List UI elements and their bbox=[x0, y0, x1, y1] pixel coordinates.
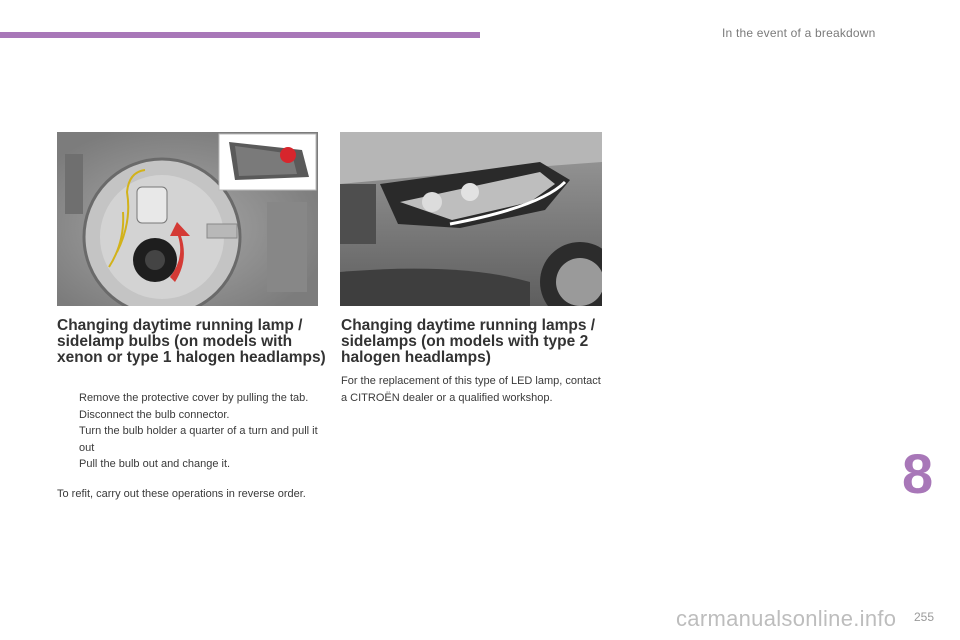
step-text: Turn the bulb holder a quarter of a turn and pull it out bbox=[79, 425, 318, 454]
list-item bbox=[57, 390, 321, 407]
left-section-heading: Changing daytime running lamp / sidelamp bulbs (on models with xenon or type 1 halogen headlamps) bbox=[57, 317, 326, 366]
right-body-text: For the replacement of this type of LED lamp, contact a CITROËN dealer or a qualified workshop. bbox=[341, 375, 601, 404]
top-accent-bar bbox=[0, 32, 480, 38]
step-text: Disconnect the bulb connector. bbox=[79, 408, 230, 421]
page-number: 255 bbox=[914, 610, 935, 624]
left-steps-list bbox=[57, 390, 321, 473]
list-item bbox=[57, 423, 321, 456]
step-text: Remove the protective cover by pulling the tab. bbox=[79, 392, 309, 404]
right-section-heading: Changing daytime running lamps / sidelamps (on models with type 2 halogen headlamps) bbox=[341, 317, 596, 366]
chapter-number: 8 bbox=[902, 442, 934, 505]
watermark: carmanualsonline.info bbox=[676, 606, 897, 631]
bulb-holder-photo bbox=[57, 132, 318, 306]
list-item bbox=[57, 407, 321, 424]
step-text: Pull the bulb out and change it. bbox=[79, 458, 231, 470]
section-header: In the event of a breakdown bbox=[722, 26, 876, 40]
headlamp-photo bbox=[340, 132, 602, 306]
refit-note: To refit, carry out these operations in reverse order. bbox=[57, 488, 306, 500]
list-item bbox=[57, 456, 321, 473]
